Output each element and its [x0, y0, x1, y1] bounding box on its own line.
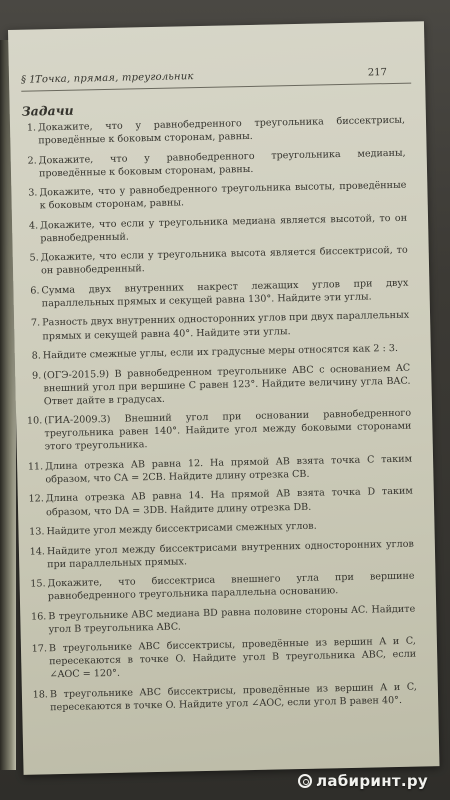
- problem-item: [28, 485, 413, 519]
- problem-text: Докажите, что если у треугольника высота является биссектрисой, то он равнобедренный.: [40, 244, 408, 277]
- problem-number: 5.: [29, 252, 39, 264]
- problem-number: 1.: [26, 122, 37, 134]
- problem-number: 18.: [32, 689, 49, 701]
- problem-text: Длина отрезка AB равна 14. На прямой AB взята точка D таким образом, что DA = 3DB. Найдите длину отрезка DB.: [45, 486, 413, 518]
- problem-number: 17.: [31, 643, 48, 655]
- labyrinth-logo-icon: [298, 774, 312, 788]
- problem-number: 13.: [29, 526, 45, 538]
- problem-text: Найдите смежные углы, если их градусные меры относятся как 2 : 3.: [42, 342, 399, 362]
- problem-text: (ГИА-2009.3) Внешний угол при основании равнобедренного треугольника равен 140°. Найдите угол между боковыми сторонами этого треугольника.: [44, 407, 412, 453]
- problem-text: Длина отрезка AB равна 12. На прямой AB взята точка C таким образом, что CA = 2CB. Найдите длину отрезка CB.: [45, 453, 413, 486]
- problem-item: [27, 453, 412, 487]
- problem-item: [26, 407, 412, 454]
- problem-number: 6.: [30, 285, 40, 297]
- running-header: [21, 65, 411, 92]
- problem-text: Докажите, что у равнобедренного треугольника медианы, проведённые к боковым сторонам, равны.: [38, 147, 406, 180]
- section-title: Точка, прямая, треугольник: [34, 71, 194, 86]
- problem-number: 2.: [27, 155, 37, 167]
- site-watermark: [298, 772, 428, 790]
- problem-text: Докажите, что у равнобедренного треугольника биссектрисы, проведённые к боковым сторонам, равны.: [37, 114, 406, 147]
- problem-item: [22, 211, 407, 245]
- problem-item: [29, 570, 414, 604]
- problem-text: Докажите, что биссектриса внешнего угла при вершине равнобедренного треугольника параллельна основанию.: [47, 570, 415, 603]
- problem-text: Докажите, что у равнобедренного треугольника высоты, проведённые к боковым сторонам, равны.: [39, 179, 407, 212]
- problem-item: [25, 361, 411, 408]
- page-number: 217: [367, 67, 388, 79]
- problem-number: 8.: [31, 350, 41, 362]
- problem-item: [20, 114, 405, 148]
- problem-item: [32, 681, 417, 715]
- problem-text: В треугольнике ABC медиана BD равна половине стороны AC. Найдите угол B треугольника ABC.: [48, 603, 416, 636]
- problem-text: (ОГЭ-2015.9) В равнобедренном треугольнике ABC с основанием AC внешний угол при вершине C равен 123°. Найдите величину угла BAC. Ответ дайте в градусах.: [43, 362, 411, 408]
- problem-text: Сумма двух внутренних накрест лежащих углов при двух параллельных прямых и секущей равна 130°. Найдите эти углы.: [41, 277, 409, 310]
- problem-text: Докажите, что если у треугольника медиана является высотой, то он равнобедренный.: [39, 212, 408, 245]
- problem-item: [25, 342, 410, 363]
- problem-text: В треугольнике ABC биссектрисы, проведённые из вершин A и C, пересекаются в точке O. Найдите угол B треугольника ABC, если ∠AOC = 120°.: [48, 635, 417, 681]
- problem-number: 10.: [26, 415, 43, 427]
- problem-text: Найдите угол между биссектрисами внутренних односторонних углов при параллельных прямых.: [46, 538, 414, 570]
- problem-item: [30, 602, 415, 636]
- problem-number: 12.: [28, 493, 44, 506]
- problem-number: 14.: [29, 545, 46, 558]
- problem-item: [23, 244, 408, 278]
- problem-text: В треугольнике ABC биссектрисы, проведённые из вершин A и C, пересекаются в точке O. Найдите угол ∠AOC, если угол B равен 40°.: [49, 681, 417, 714]
- problem-item: [23, 277, 408, 311]
- problem-text: Разность двух внутренних односторонних углов при двух параллельных прямых и секущей равна 40°. Найдите эти углы.: [42, 310, 410, 342]
- problem-text: Найдите угол между биссектрисами смежных углов.: [46, 520, 317, 538]
- problem-item: [24, 309, 409, 343]
- problem-number: 3.: [28, 187, 38, 199]
- problem-number: 7.: [30, 317, 41, 330]
- problem-number: 15.: [30, 578, 46, 590]
- problem-item: [31, 635, 417, 682]
- watermark-text: лабиринт.ру: [316, 772, 428, 790]
- problems-heading: Задачи: [21, 102, 74, 119]
- problem-number: 9.: [31, 369, 42, 382]
- problem-list: [20, 114, 417, 721]
- problem-item: [29, 537, 414, 571]
- problem-number: 16.: [30, 610, 47, 623]
- section-number: § 1.: [20, 74, 39, 86]
- problem-item: [28, 518, 413, 539]
- problem-number: 11.: [27, 461, 44, 473]
- problem-item: [21, 179, 406, 213]
- book-page: [8, 21, 440, 775]
- problem-item: [21, 146, 406, 180]
- problem-number: 4.: [28, 220, 39, 232]
